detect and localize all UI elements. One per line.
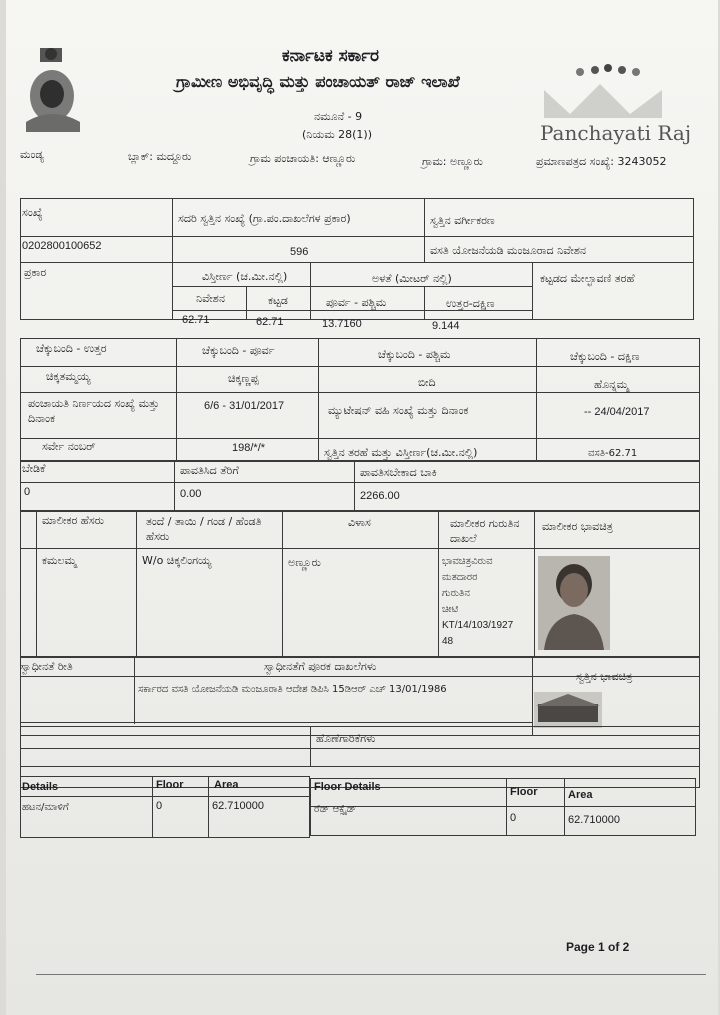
balance-label: ಪಾವತಿಸಬೇಕಾದ ಬಾಕಿ xyxy=(360,466,437,479)
id-line-5: KT/14/103/1927 xyxy=(442,620,514,631)
north-south-value: 9.144 xyxy=(432,320,460,332)
mutation-label: ಮ್ಯುಟೇಷನ್ ವಹಿ ಸಂಖ್ಯೆ ಮತ್ತು ದಿನಾಂಕ xyxy=(328,404,469,417)
panchayati-raj-logo xyxy=(540,62,670,120)
id-line-4: ಚೀಟಿ xyxy=(442,604,459,615)
site-label: ನಿವೇಶನ xyxy=(196,292,225,305)
west-boundary-value: ಬೀದಿ xyxy=(418,376,436,389)
relation-value: W/o ಚಿಕ್ಕಲಿಂಗಯ್ಯ xyxy=(142,554,212,567)
property-no-label: ಸಂಖ್ಯೆ xyxy=(22,206,43,219)
department-title: ಗ್ರಾಮೀಣ ಅಭಿವೃದ್ಧಿ ಮತ್ತು ಪಂಚಾಯತ್ ರಾಜ್ ಇಲಾಖೆ xyxy=(176,72,460,91)
property-type-label: ಸ್ವತ್ತಿನ ತರಹೆ ಮತ್ತು ವಿಸ್ತೀರ್ಣ(ಚ.ಮೀ.ನಲ್ಲಿ) xyxy=(324,446,478,459)
gp-record-no-label: ಸದರಿ ಸ್ವತ್ತಿನ ಸಂಖ್ಯೆ (ಗ್ರಾ.ಪಂ.ದಾಖಲೆಗಳ ಪ್ರಕಾರ) xyxy=(178,212,351,225)
area-header-left: Area xyxy=(214,779,239,791)
property-type-value: ವಸತಿ-62.71 xyxy=(588,448,638,459)
site-area-value: 62.71 xyxy=(182,314,210,326)
address-value: ಅಣ್ಣೂರು xyxy=(288,556,321,569)
floor-row-name-right: ರೆಡ್ ಆಕ್ಸೈಡ್ xyxy=(314,804,357,815)
page-number: Page 1 of 2 xyxy=(566,940,630,954)
type-label: ಪ್ರಕಾರ xyxy=(24,266,47,279)
owner-photo-label: ಮಾಲೀಕರ ಭಾವಚಿತ್ರ xyxy=(542,520,613,533)
gp-decision-value: 6/6 - 31/01/2017 xyxy=(204,400,285,412)
floor-row-floor-right: 0 xyxy=(510,812,517,824)
mutation-value: -- 24/04/2017 xyxy=(584,406,650,418)
owner-name-value: ಕಮಲಮ್ಮ xyxy=(42,554,77,567)
building-area-value: 62.71 xyxy=(256,316,284,328)
demand-value: 0 xyxy=(24,486,31,498)
floor-row-floor-left: 0 xyxy=(156,800,163,812)
rule-reference: (ನಿಯಮ 28(1)) xyxy=(302,128,373,141)
north-boundary-value: ಚಿಕ್ಕತಮ್ಮಯ್ಯ xyxy=(46,370,91,383)
panchayati-raj-text: Panchayati Raj xyxy=(540,121,692,145)
address-label: ವಿಳಾಸ xyxy=(348,516,371,529)
block-label: ಬ್ಲಾಕ್: ಮದ್ದೂರು xyxy=(128,150,192,163)
owner-name-label: ಮಾಲೀಕರ ಹೆಸರು xyxy=(42,514,105,527)
id-line-2: ಮತದಾರರ xyxy=(442,572,478,583)
survey-value: 198/*/* xyxy=(232,442,266,454)
building-label: ಕಟ್ಟಡ xyxy=(268,294,288,307)
property-photo-label: ಸ್ವತ್ತಿನ ಭಾವಚಿತ್ರ xyxy=(576,670,633,683)
certificate-number: ಪ್ರಮಾಣಪತ್ರದ ಸಂಖ್ಯೆ: 3243052 xyxy=(536,155,667,168)
classification-value: ವಸತಿ ಯೋಜನೆಯಡಿ ಮಂಜೂರಾದ ನಿವೇಶನ xyxy=(430,244,587,257)
paid-tax-value: 0.00 xyxy=(180,488,202,500)
village-label: ಗ್ರಾಮ: ಅಣ್ಣೂರು xyxy=(422,155,483,168)
id-line-6: 48 xyxy=(442,636,454,647)
east-west-label: ಪೂರ್ವ - ಪಶ್ಚಿಮ xyxy=(326,296,387,309)
karnataka-emblem xyxy=(18,44,90,136)
id-line-1: ಭಾವಚಿತ್ರವಿರುವ xyxy=(442,556,493,567)
gram-panchayat-label: ಗ್ರಾಮ ಪಂಚಾಯತಿ: ಆಣ್ಣೂರು xyxy=(250,152,356,165)
owner-photo xyxy=(538,556,610,650)
east-west-value: 13.7160 xyxy=(322,318,362,330)
survey-label: ಸರ್ವೇ ನಂಬರ್ xyxy=(42,440,96,453)
liabilities-label: ಹೊಣೆಗಾರಿಕೆಗಳು xyxy=(316,732,376,745)
floor-header-left: Floor xyxy=(156,779,184,791)
north-south-label: ಉತ್ತರ-ದಕ್ಷಿಣ xyxy=(446,297,495,310)
id-line-3: ಗುರುತಿನ xyxy=(442,588,470,599)
form-number: ನಮೂನೆ - 9 xyxy=(314,110,363,123)
measurement-label: ಅಳತೆ (ಮೀಟರ್ ನಲ್ಲಿ) xyxy=(372,272,452,285)
floor-row-area-left: 62.710000 xyxy=(212,800,264,812)
demand-label: ಬೇಡಿಕೆ xyxy=(22,462,46,475)
acquisition-docs-value: ಸರ್ಕಾರದ ವಸತಿ ಯೋಜನೆಯಡಿ ಮಂಜೂರಾತಿ ಆದೇಶ ಡಿಪಿಸಿ 15ಡಿಆರ್ ಎಚ್ 13/01/1986 xyxy=(138,684,447,695)
extent-label: ವಿಸ್ತೀರ್ಣ (ಚ.ಮೀ.ನಲ್ಲಿ) xyxy=(202,270,288,283)
paid-tax-label: ಪಾವತಿಸಿದ ತೆರಿಗೆ xyxy=(180,464,239,477)
floor-header-right: Floor xyxy=(510,786,538,798)
east-boundary-label: ಚೆಕ್ಕುಬಂದಿ - ಪೂರ್ವ xyxy=(202,344,275,357)
west-boundary-label: ಚೆಕ್ಕುಬಂದಿ - ಪಶ್ಚಿಮ xyxy=(378,348,451,361)
area-header-right: Area xyxy=(568,789,593,801)
floor-details-header-right: Floor Details xyxy=(314,781,381,793)
government-title: ಕರ್ನಾಟಕ ಸರ್ಕಾರ xyxy=(282,46,380,66)
floor-row-area-right: 62.710000 xyxy=(568,814,620,826)
roof-type-label: ಕಟ್ಟಡದ ಮೇಲ್ಛಾವಣಿ ತರಹೆ xyxy=(540,272,635,285)
district-label: ಮಂಡ್ಯ xyxy=(20,148,44,161)
gp-record-no-value: 596 xyxy=(290,246,309,258)
relation-label: ತಂದೆ / ತಾಯಿ / ಗಂಡ / ಹೆಂಡತಿ ಹೆಸರು xyxy=(146,515,262,543)
document-page xyxy=(6,0,718,1015)
balance-value: 2266.00 xyxy=(360,490,400,502)
floor-details-header-left: Details xyxy=(22,781,59,793)
classification-label: ಸ್ವತ್ತಿನ ವರ್ಗೀಕರಣ xyxy=(430,214,495,227)
gp-decision-label: ಪಂಚಾಯತಿ ನಿರ್ಣಯದ ಸಂಖ್ಯೆ ಮತ್ತು ದಿನಾಂಕ xyxy=(28,397,160,425)
acquisition-docs-label: ಸ್ವಾಧೀನತೆಗೆ ಪೂರಕ ದಾಖಲೆಗಳು xyxy=(264,660,377,673)
floor-row-name-left: ಹಟನ/ಮಾಳಿಗೆ xyxy=(22,802,69,813)
south-boundary-value: ಹೊನ್ನಮ್ಮ xyxy=(594,378,629,391)
owner-id-label: ಮಾಲೀಕರ ಗುರುತಿನ ದಾಖಲೆ xyxy=(450,517,520,545)
south-boundary-label: ಚೆಕ್ಕುಬಂದಿ - ದಕ್ಷಿಣ xyxy=(570,350,640,363)
property-no-value: 0202800100652 xyxy=(22,240,102,252)
north-boundary-label: ಚೆಕ್ಕುಬಂದಿ - ಉತ್ತರ xyxy=(36,342,107,355)
acquisition-method-label: ಸ್ವಾಧೀನತೆ ರೀತಿ xyxy=(20,660,73,673)
east-boundary-value: ಚಿಕ್ಕಣ್ಣಪ್ಪ xyxy=(228,372,259,385)
property-photo xyxy=(534,692,602,728)
